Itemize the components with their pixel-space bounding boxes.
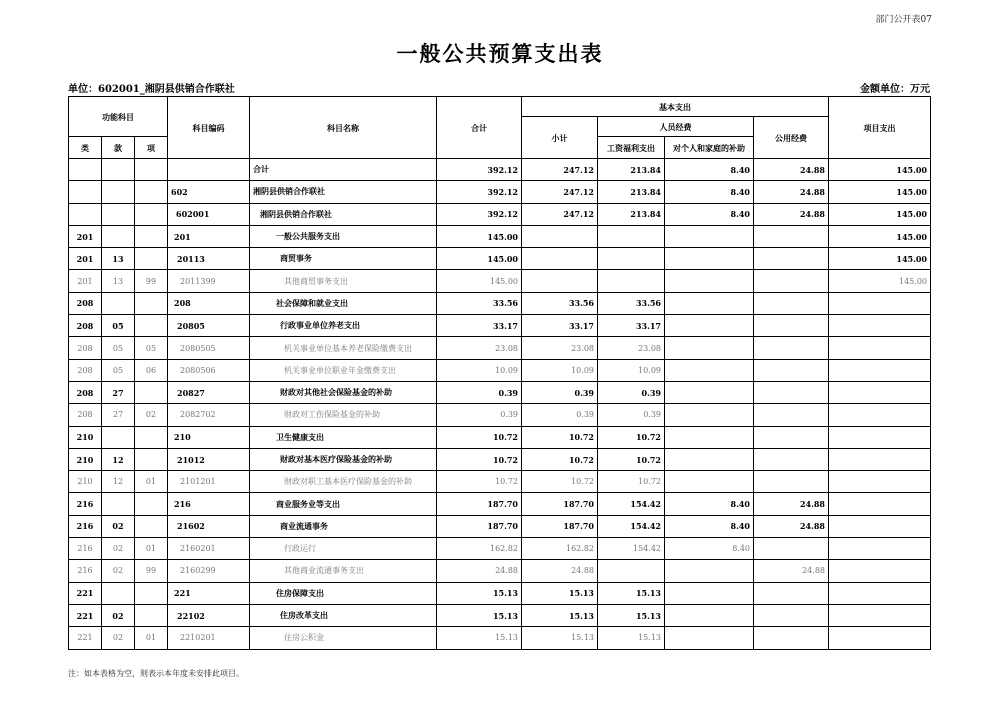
cell-xiang: [135, 225, 168, 247]
cell-lei: 208: [69, 337, 102, 359]
cell-salary: 10.09: [598, 359, 665, 381]
cell-public: [754, 404, 829, 426]
cell-public: [754, 337, 829, 359]
table-row: [69, 225, 931, 247]
cell-subsidy: [665, 560, 754, 582]
cell-xiang: [135, 448, 168, 470]
cell-kuan: [102, 225, 135, 247]
cell-xiang: [135, 292, 168, 314]
cell-project: [829, 471, 931, 493]
cell-salary: 154.42: [598, 538, 665, 560]
cell-project: [829, 627, 931, 649]
cell-total: 10.72: [437, 448, 522, 470]
cell-project: [829, 538, 931, 560]
table-row: [69, 448, 931, 470]
cell-total: 187.70: [437, 493, 522, 515]
cell-salary: 33.56: [598, 292, 665, 314]
cell-kuan: 12: [102, 448, 135, 470]
cell-total: 187.70: [437, 515, 522, 537]
cell-project: 145.00: [829, 181, 931, 203]
cell-public: [754, 225, 829, 247]
cell-code: 20805: [168, 315, 250, 337]
budget-table: [68, 96, 931, 650]
cell-xiang: [135, 493, 168, 515]
cell-name: 其他商贸事务支出: [250, 270, 437, 292]
cell-project: [829, 404, 931, 426]
table-row: [69, 426, 931, 448]
cell-subtotal: 33.17: [522, 315, 598, 337]
cell-subtotal: 247.12: [522, 181, 598, 203]
cell-salary: 154.42: [598, 493, 665, 515]
cell-xiang: [135, 604, 168, 626]
cell-kuan: [102, 159, 135, 181]
cell-subsidy: [665, 448, 754, 470]
cell-lei: 221: [69, 604, 102, 626]
cell-subtotal: 10.09: [522, 359, 598, 381]
cell-kuan: [102, 493, 135, 515]
cell-code: 602: [168, 181, 250, 203]
cell-code: 2160201: [168, 538, 250, 560]
cell-public: 24.88: [754, 493, 829, 515]
cell-name: 社会保障和就业支出: [250, 292, 437, 314]
currency-unit-label: 金额单位：万元: [860, 84, 930, 95]
cell-subtotal: [522, 225, 598, 247]
table-row: [69, 515, 931, 537]
table-row: [69, 604, 931, 626]
header-subject-name: 科目名称: [250, 97, 437, 159]
cell-public: [754, 359, 829, 381]
cell-xiang: [135, 203, 168, 225]
cell-public: 24.88: [754, 515, 829, 537]
cell-total: 33.56: [437, 292, 522, 314]
cell-salary: 213.84: [598, 203, 665, 225]
footnote: 注：如本表格为空，则表示本年度未安排此项目。: [68, 669, 244, 678]
cell-public: [754, 292, 829, 314]
cell-lei: [69, 181, 102, 203]
cell-project: [829, 292, 931, 314]
cell-kuan: 05: [102, 315, 135, 337]
cell-code: 2160299: [168, 560, 250, 582]
cell-lei: 208: [69, 359, 102, 381]
cell-kuan: 02: [102, 627, 135, 649]
cell-public: [754, 471, 829, 493]
cell-subtotal: 10.72: [522, 448, 598, 470]
cell-subtotal: [522, 270, 598, 292]
header-project-expense: 项目支出: [829, 97, 931, 159]
cell-salary: 15.13: [598, 627, 665, 649]
table-row: [69, 493, 931, 515]
cell-salary: 0.39: [598, 381, 665, 403]
cell-code: 21602: [168, 515, 250, 537]
cell-xiang: 01: [135, 471, 168, 493]
cell-xiang: [135, 426, 168, 448]
cell-subtotal: [522, 248, 598, 270]
cell-public: [754, 582, 829, 604]
cell-name: 合计: [250, 159, 437, 181]
cell-xiang: 99: [135, 270, 168, 292]
cell-kuan: [102, 203, 135, 225]
cell-name: 机关事业单位职业年金缴费支出: [250, 359, 437, 381]
cell-kuan: 02: [102, 604, 135, 626]
cell-public: [754, 538, 829, 560]
cell-salary: [598, 248, 665, 270]
cell-public: [754, 270, 829, 292]
table-body: [69, 159, 931, 650]
table-row: [69, 404, 931, 426]
cell-lei: 221: [69, 582, 102, 604]
table-row: [69, 627, 931, 649]
cell-salary: 10.72: [598, 426, 665, 448]
cell-name: 一般公共服务支出: [250, 225, 437, 247]
table-row: [69, 203, 931, 225]
cell-subsidy: 8.40: [665, 515, 754, 537]
cell-total: 0.39: [437, 381, 522, 403]
cell-public: 24.88: [754, 159, 829, 181]
cell-code: 2011399: [168, 270, 250, 292]
cell-project: [829, 604, 931, 626]
cell-salary: 15.13: [598, 582, 665, 604]
cell-kuan: 13: [102, 270, 135, 292]
cell-salary: 10.72: [598, 471, 665, 493]
cell-public: [754, 426, 829, 448]
cell-kuan: 05: [102, 359, 135, 381]
table-row: [69, 292, 931, 314]
cell-name: 其他商业流通事务支出: [250, 560, 437, 582]
cell-project: 145.00: [829, 248, 931, 270]
cell-total: 15.13: [437, 582, 522, 604]
cell-lei: [69, 159, 102, 181]
cell-name: 财政对职工基本医疗保险基金的补助: [250, 471, 437, 493]
cell-lei: 210: [69, 448, 102, 470]
cell-subsidy: [665, 381, 754, 403]
cell-subtotal: 162.82: [522, 538, 598, 560]
cell-salary: 23.08: [598, 337, 665, 359]
cell-xiang: 99: [135, 560, 168, 582]
cell-xiang: [135, 248, 168, 270]
cell-kuan: 27: [102, 381, 135, 403]
header-lei: 类: [69, 137, 102, 159]
cell-project: [829, 515, 931, 537]
cell-project: [829, 315, 931, 337]
cell-subsidy: [665, 315, 754, 337]
header-personnel: 人员经费: [598, 117, 754, 137]
cell-code: 221: [168, 582, 250, 604]
cell-lei: 216: [69, 560, 102, 582]
cell-code: 20827: [168, 381, 250, 403]
cell-salary: 33.17: [598, 315, 665, 337]
cell-kuan: 12: [102, 471, 135, 493]
cell-salary: [598, 270, 665, 292]
cell-kuan: 02: [102, 560, 135, 582]
cell-total: 24.88: [437, 560, 522, 582]
cell-salary: 154.42: [598, 515, 665, 537]
cell-kuan: [102, 292, 135, 314]
cell-name: 商业流通事务: [250, 515, 437, 537]
cell-xiang: [135, 381, 168, 403]
cell-name: 湘阴县供销合作联社: [250, 181, 437, 203]
cell-code: 2080505: [168, 337, 250, 359]
table-row: [69, 181, 931, 203]
header-subject-code: 科目编码: [168, 97, 250, 159]
cell-xiang: [135, 515, 168, 537]
cell-subtotal: 187.70: [522, 515, 598, 537]
cell-project: [829, 493, 931, 515]
form-number-label: 部门公开表07: [875, 15, 932, 25]
table-row: [69, 337, 931, 359]
cell-subtotal: 10.72: [522, 426, 598, 448]
cell-name: 卫生健康支出: [250, 426, 437, 448]
cell-subtotal: 10.72: [522, 471, 598, 493]
cell-subsidy: 8.40: [665, 159, 754, 181]
table-row: [69, 159, 931, 181]
cell-name: 财政对工伤保险基金的补助: [250, 404, 437, 426]
cell-lei: 210: [69, 471, 102, 493]
cell-lei: 208: [69, 381, 102, 403]
cell-total: 392.12: [437, 159, 522, 181]
table-row: [69, 560, 931, 582]
cell-subsidy: [665, 604, 754, 626]
cell-subsidy: [665, 270, 754, 292]
cell-project: 145.00: [829, 225, 931, 247]
cell-public: [754, 448, 829, 470]
cell-total: 23.08: [437, 337, 522, 359]
cell-name: 商贸事务: [250, 248, 437, 270]
cell-total: 162.82: [437, 538, 522, 560]
cell-code: [168, 159, 250, 181]
cell-subsidy: [665, 337, 754, 359]
cell-subsidy: 8.40: [665, 203, 754, 225]
cell-subtotal: 0.39: [522, 404, 598, 426]
cell-subsidy: 8.40: [665, 493, 754, 515]
cell-code: 210: [168, 426, 250, 448]
cell-name: 住房改革支出: [250, 604, 437, 626]
cell-lei: 216: [69, 515, 102, 537]
cell-subtotal: 23.08: [522, 337, 598, 359]
cell-xiang: 05: [135, 337, 168, 359]
cell-lei: 208: [69, 315, 102, 337]
header-subtotal: 小计: [522, 117, 598, 159]
cell-name: 财政对基本医疗保险基金的补助: [250, 448, 437, 470]
cell-project: [829, 560, 931, 582]
cell-salary: 0.39: [598, 404, 665, 426]
cell-kuan: 02: [102, 538, 135, 560]
cell-salary: 10.72: [598, 448, 665, 470]
cell-salary: [598, 560, 665, 582]
cell-subtotal: 247.12: [522, 203, 598, 225]
cell-subsidy: [665, 292, 754, 314]
cell-salary: 15.13: [598, 604, 665, 626]
cell-total: 145.00: [437, 270, 522, 292]
cell-subtotal: 15.13: [522, 582, 598, 604]
cell-subsidy: [665, 426, 754, 448]
cell-subsidy: [665, 225, 754, 247]
cell-kuan: 02: [102, 515, 135, 537]
cell-project: [829, 381, 931, 403]
page-title: 一般公共预算支出表: [396, 41, 604, 66]
cell-code: 208: [168, 292, 250, 314]
cell-code: 2210201: [168, 627, 250, 649]
header-func-subject: 功能科目: [69, 97, 168, 137]
cell-lei: 210: [69, 426, 102, 448]
cell-name: 行政事业单位养老支出: [250, 315, 437, 337]
cell-kuan: [102, 181, 135, 203]
cell-kuan: 13: [102, 248, 135, 270]
cell-subtotal: 24.88: [522, 560, 598, 582]
cell-xiang: [135, 159, 168, 181]
header-individual-subsidy: 对个人和家庭的补助: [665, 137, 754, 159]
cell-public: [754, 627, 829, 649]
cell-subtotal: 15.13: [522, 604, 598, 626]
header-public-expense: 公用经费: [754, 117, 829, 159]
cell-code: 20113: [168, 248, 250, 270]
cell-public: 24.88: [754, 560, 829, 582]
cell-subsidy: [665, 471, 754, 493]
cell-name: 住房保障支出: [250, 582, 437, 604]
header-total: 合计: [437, 97, 522, 159]
cell-xiang: 01: [135, 627, 168, 649]
cell-code: 602001: [168, 203, 250, 225]
header-xiang: 项: [135, 137, 168, 159]
cell-kuan: [102, 582, 135, 604]
cell-xiang: [135, 582, 168, 604]
cell-salary: [598, 225, 665, 247]
cell-public: [754, 248, 829, 270]
cell-subtotal: 33.56: [522, 292, 598, 314]
cell-total: 10.72: [437, 471, 522, 493]
cell-total: 392.12: [437, 203, 522, 225]
cell-lei: [69, 203, 102, 225]
cell-project: [829, 426, 931, 448]
cell-total: 15.13: [437, 604, 522, 626]
table-row: [69, 471, 931, 493]
cell-total: 145.00: [437, 225, 522, 247]
cell-subsidy: 8.40: [665, 181, 754, 203]
cell-total: 15.13: [437, 627, 522, 649]
table-row: [69, 248, 931, 270]
cell-lei: 208: [69, 292, 102, 314]
cell-total: 33.17: [437, 315, 522, 337]
cell-xiang: 02: [135, 404, 168, 426]
cell-total: 10.09: [437, 359, 522, 381]
cell-subsidy: [665, 248, 754, 270]
cell-subsidy: [665, 404, 754, 426]
cell-public: [754, 315, 829, 337]
cell-code: 22102: [168, 604, 250, 626]
cell-xiang: 06: [135, 359, 168, 381]
cell-lei: 201: [69, 248, 102, 270]
cell-project: 145.00: [829, 270, 931, 292]
table-row: [69, 538, 931, 560]
cell-total: 392.12: [437, 181, 522, 203]
cell-lei: 201: [69, 225, 102, 247]
cell-project: 145.00: [829, 159, 931, 181]
cell-lei: 208: [69, 404, 102, 426]
cell-lei: 216: [69, 493, 102, 515]
cell-subtotal: 247.12: [522, 159, 598, 181]
header-salary: 工资福利支出: [598, 137, 665, 159]
header-basic-expense: 基本支出: [522, 97, 829, 117]
cell-public: 24.88: [754, 203, 829, 225]
cell-lei: 201: [69, 270, 102, 292]
cell-code: 201: [168, 225, 250, 247]
cell-public: 24.88: [754, 181, 829, 203]
cell-subtotal: 0.39: [522, 381, 598, 403]
cell-code: 2080506: [168, 359, 250, 381]
header-kuan: 款: [102, 137, 135, 159]
cell-code: 21012: [168, 448, 250, 470]
cell-name: 行政运行: [250, 538, 437, 560]
cell-lei: 216: [69, 538, 102, 560]
cell-code: 2101201: [168, 471, 250, 493]
cell-kuan: [102, 426, 135, 448]
table-row: [69, 359, 931, 381]
cell-subsidy: [665, 582, 754, 604]
table-row: [69, 582, 931, 604]
cell-subsidy: 8.40: [665, 538, 754, 560]
cell-subsidy: [665, 359, 754, 381]
cell-subtotal: 15.13: [522, 627, 598, 649]
cell-lei: 221: [69, 627, 102, 649]
cell-subsidy: [665, 627, 754, 649]
cell-project: [829, 582, 931, 604]
table-row: [69, 270, 931, 292]
cell-name: 住房公积金: [250, 627, 437, 649]
table-row: [69, 381, 931, 403]
cell-total: 0.39: [437, 404, 522, 426]
cell-project: [829, 359, 931, 381]
cell-public: [754, 604, 829, 626]
cell-salary: 213.84: [598, 181, 665, 203]
cell-name: 湘阴县供销合作联社: [250, 203, 437, 225]
unit-label: 单位：602001_湘阴县供销合作联社: [68, 84, 235, 95]
cell-project: [829, 337, 931, 359]
cell-project: 145.00: [829, 203, 931, 225]
cell-name: 机关事业单位基本养老保险缴费支出: [250, 337, 437, 359]
cell-xiang: [135, 315, 168, 337]
cell-public: [754, 381, 829, 403]
cell-project: [829, 448, 931, 470]
cell-subtotal: 187.70: [522, 493, 598, 515]
cell-code: 216: [168, 493, 250, 515]
cell-total: 10.72: [437, 426, 522, 448]
cell-name: 商业服务业等支出: [250, 493, 437, 515]
cell-name: 财政对其他社会保险基金的补助: [250, 381, 437, 403]
cell-code: 2082702: [168, 404, 250, 426]
cell-kuan: 05: [102, 337, 135, 359]
cell-salary: 213.84: [598, 159, 665, 181]
table-row: [69, 315, 931, 337]
cell-total: 145.00: [437, 248, 522, 270]
cell-xiang: [135, 181, 168, 203]
cell-xiang: 01: [135, 538, 168, 560]
cell-kuan: 27: [102, 404, 135, 426]
